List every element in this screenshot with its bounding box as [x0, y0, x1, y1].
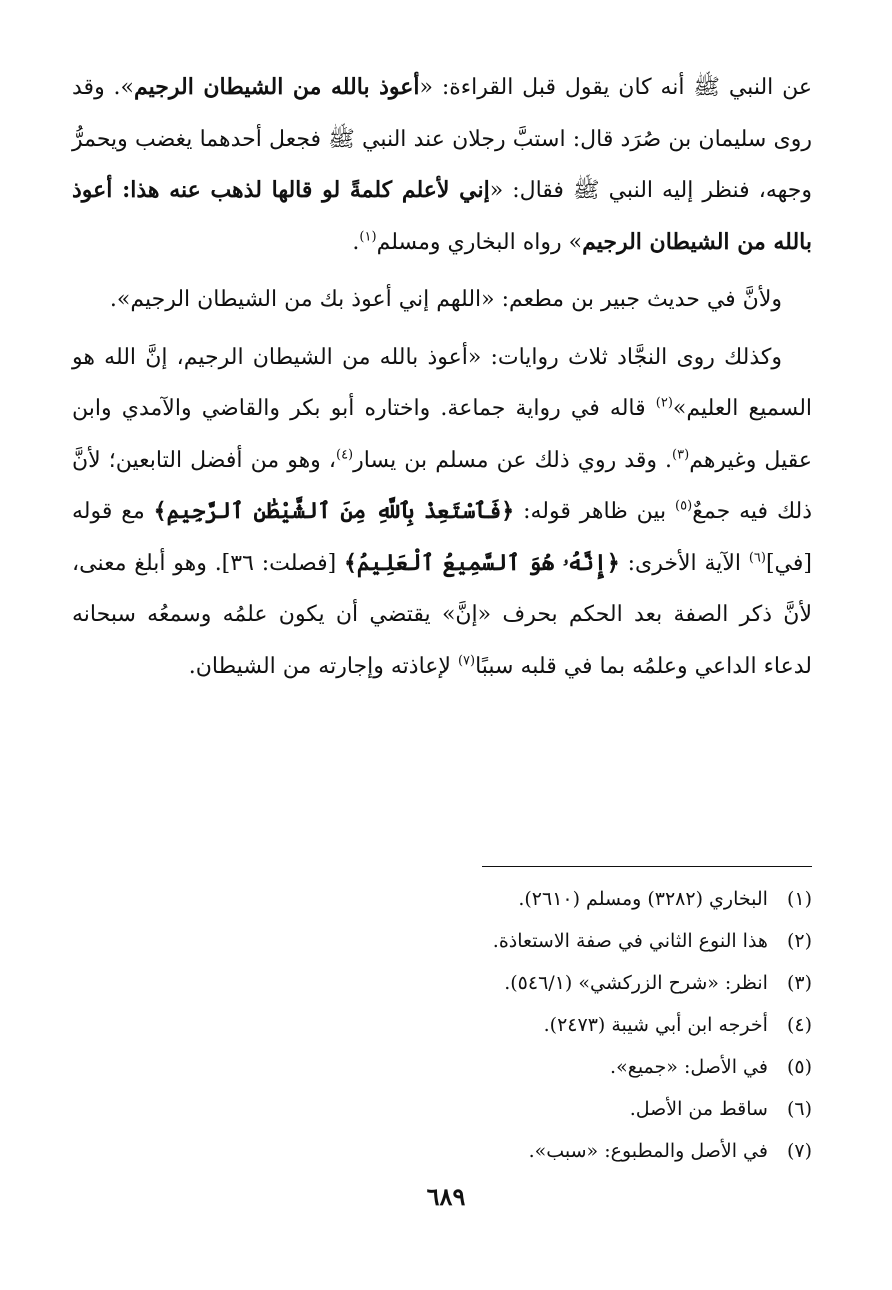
body-text: قاله في رواية جماعة. واختاره أبو بكر والقاضي والآمدي وابن عقيل وغيرهم	[72, 396, 812, 473]
quoted-text: ﴿إِنَّهُۥ هُوَ ٱلسَّمِيعُ ٱلْعَلِيمُ﴾	[343, 549, 620, 576]
page-number: ٦٨٩	[426, 1182, 466, 1211]
paragraph-3	[72, 332, 812, 693]
body-text: مع قوله [في]	[72, 499, 812, 576]
footnote-number: (٥)	[786, 1056, 812, 1078]
body-text: بين ظاهر قوله:	[514, 499, 676, 524]
footnote-text: في الأصل: «جميع».	[610, 1056, 768, 1078]
footnote-number: (٦)	[786, 1098, 812, 1120]
footnote-text: ساقط من الأصل.	[629, 1098, 768, 1120]
body-text: ، وهو من أفضل التابعين؛ لأنَّ ذلك فيه جمعٌ	[72, 447, 812, 524]
footnote-item	[72, 962, 812, 1004]
footnote-ref: (٧)	[457, 653, 476, 669]
footnote-ref: (٤)	[335, 447, 354, 463]
body-text: ولأنَّ في حديث جبير بن مطعم: «اللهم إني أعوذ بك من الشيطان الرجيم».	[109, 287, 782, 312]
body-text: [فصلت: ٣٦]. وهو أبلغ معنى، لأنَّ ذكر الصفة بعد الحكم بحرف «إنَّ» يقتضي أن يكون علمُه وسمعُه سبحانه لدعاء الداعي وعلمُه بما في قلبه سببًا	[72, 550, 812, 679]
body-text: عن النبي ﷺ أنه كان يقول قبل القراءة: «	[419, 75, 813, 100]
footnote-ref: (٢)	[655, 395, 673, 411]
footnote-text: انظر: «شرح الزركشي» (٥٤٦/١).	[504, 972, 768, 994]
body-text: » رواه البخاري ومسلم	[376, 229, 583, 255]
quoted-text: ﴿فَٱسْتَعِذْ بِٱللَّهِ مِنَ ٱلشَّيْطَٰنِ ٱلرَّجِيمِ﴾	[153, 498, 515, 524]
footnote-ref: (١)	[359, 229, 377, 245]
body-text: لإعاذته وإجارته من الشيطان.	[188, 653, 458, 679]
footnote-ref: (٣)	[672, 447, 690, 463]
footnotes-list	[72, 878, 812, 1172]
footnote-text: أخرجه ابن أبي شيبة (٢٤٧٣).	[543, 1014, 768, 1036]
footnote-text: البخاري (٣٢٨٢) ومسلم (٢٦١٠).	[518, 888, 768, 910]
paragraph-2	[72, 274, 812, 326]
footnote-ref: (٦)	[748, 550, 766, 566]
footnote-number: (٣)	[786, 972, 812, 994]
main-text	[72, 62, 812, 692]
footnote-item	[72, 1088, 812, 1130]
footnote-number: (٧)	[786, 1140, 812, 1162]
footnote-number: (١)	[786, 888, 812, 910]
paragraph-1	[72, 62, 812, 268]
footnote-text: في الأصل والمطبوع: «سبب».	[528, 1140, 768, 1162]
quoted-text: إني لأعلم كلمةً لو قالها لذهب عنه هذا: أعوذ بالله من الشيطان الرجيم	[72, 177, 812, 255]
footnote-item	[72, 1046, 812, 1088]
footnote-ref: (٥)	[675, 498, 693, 514]
body-text: الآية الأخرى:	[619, 550, 749, 576]
footnote-item	[72, 1004, 812, 1046]
footnote-divider	[482, 866, 812, 867]
body-text: . وقد روي ذلك عن مسلم بن يسار	[353, 447, 673, 473]
body-text: .	[352, 229, 360, 255]
footnote-item	[72, 920, 812, 962]
quoted-text: أعوذ بالله من الشيطان الرجيم	[134, 74, 420, 100]
footnote-text: هذا النوع الثاني في صفة الاستعاذة.	[492, 930, 768, 952]
body-text: ». وقد روى سليمان بن صُرَد قال: استبَّ رجلان عند النبي ﷺ فجعل أحدهما يغضب ويحمرُّ وجهه، فنظر إليه النبي ﷺ فقال: «	[72, 75, 812, 203]
footnote-number: (٢)	[786, 930, 812, 952]
footnote-number: (٤)	[786, 1014, 812, 1036]
footnote-item	[72, 1130, 812, 1172]
body-text: وكذلك روى النجَّاد ثلاث روايات: «أعوذ بالله من الشيطان الرجيم، إنَّ الله هو السميع العليم»	[72, 344, 813, 421]
footnote-item	[72, 878, 812, 920]
